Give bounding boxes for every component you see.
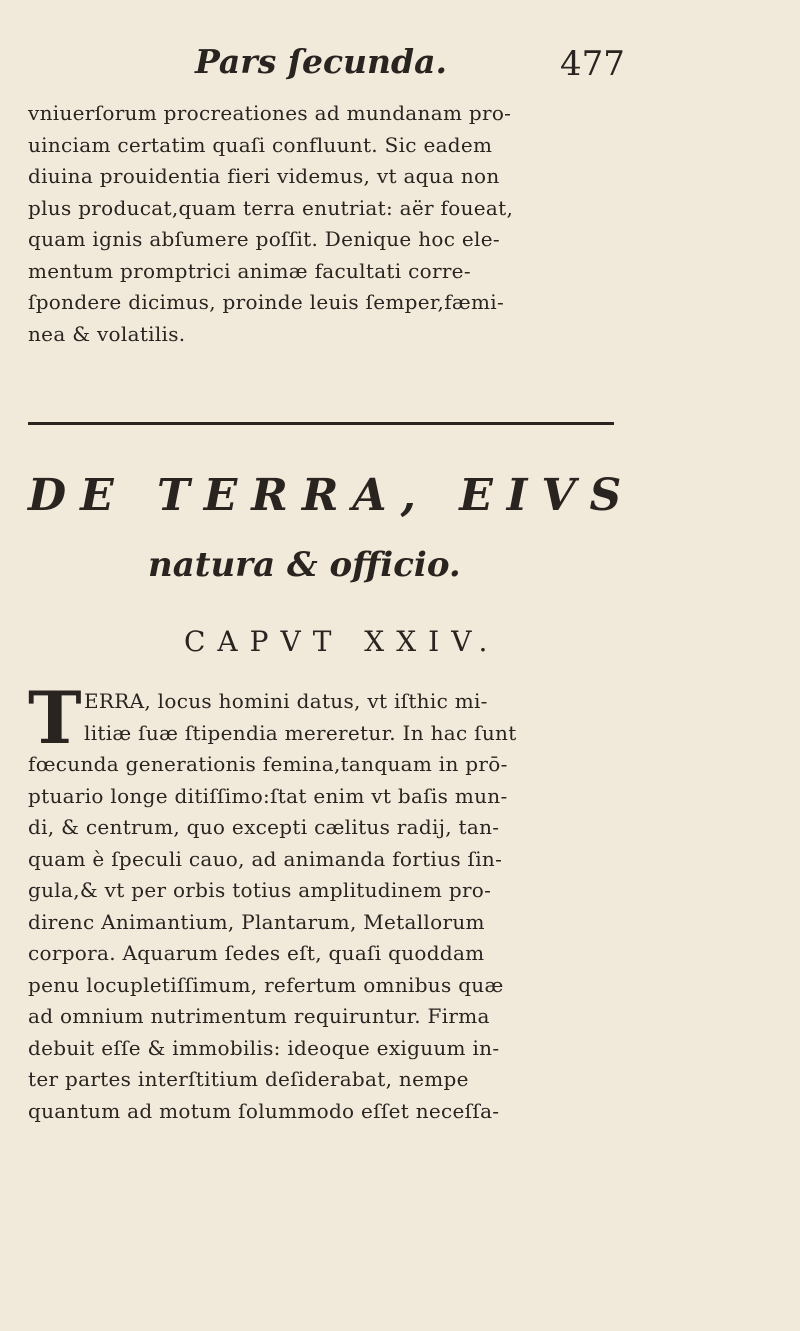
text-line: diuina prouidentia fieri videmus, vt aqua non <box>28 164 500 188</box>
page-number: 477 <box>560 44 625 84</box>
text-line: vniuerſorum procreationes ad mundanam pro- <box>28 101 512 125</box>
text-line: uinciam certatim quaſi confluunt. Sic eadem <box>28 132 493 157</box>
text-line: mentum promptrici animæ facultati corre- <box>28 258 471 283</box>
text-line: quam è ſpeculi cauo, ad animanda fortius ſin- <box>28 846 503 871</box>
section-subheading: natura & officio. <box>148 545 461 585</box>
text-line: ad omnium nutrimentum requiruntur. Firma <box>28 1004 490 1028</box>
chapter-body-paragraph <box>28 686 628 1127</box>
section-heading: DE TERRA, EIVS <box>28 470 636 521</box>
text-line: ERRA, locus homini datus, vt iſthic mi- <box>84 689 488 713</box>
text-line: gula,& vt per orbis totius amplitudinem pro- <box>28 878 492 902</box>
section-divider-rule <box>28 422 614 425</box>
running-title: Pars ſecunda. <box>195 42 447 81</box>
text-line: quam ignis abſumere poſſit. Denique hoc ele- <box>28 227 500 251</box>
text-line: direnc Animantium, Plantarum, Metallorum <box>28 909 485 934</box>
text-line: quantum ad motum ſolummodo eſſet neceſſa- <box>28 1098 500 1123</box>
chapter-label: CAPVT XXIV. <box>184 625 500 658</box>
text-line: plus producat,quam terra enutriat: aër foueat, <box>28 195 514 220</box>
paragraph-continued <box>28 98 628 350</box>
text-line: di, & centrum, quo excepti cælitus radij, tan- <box>28 815 500 839</box>
text-line: penu locupletiſſimum, refertum omnibus quæ <box>28 972 504 997</box>
text-line: debuit eſſe & immobilis: ideoque exiguum in- <box>28 1035 500 1060</box>
drop-cap: T <box>28 675 82 760</box>
text-line: ter partes interſtitium deſiderabat, nempe <box>28 1067 469 1091</box>
running-head <box>0 38 800 98</box>
text-line: fœcunda generationis femina,tanquam in prō- <box>28 752 508 776</box>
text-line: litiæ ſuæ ſtipendia mereretur. In hac ſunt <box>84 720 517 745</box>
text-line: corpora. Aquarum ſedes eſt, quaſi quoddam <box>28 941 485 965</box>
text-line: ſpondere dicimus, proinde leuis ſemper,fæmi- <box>28 290 505 314</box>
text-line: nea & volatilis. <box>28 321 186 346</box>
text-line: ptuario longe ditiſſimo:ſtat enim vt baſis mun- <box>28 783 508 808</box>
